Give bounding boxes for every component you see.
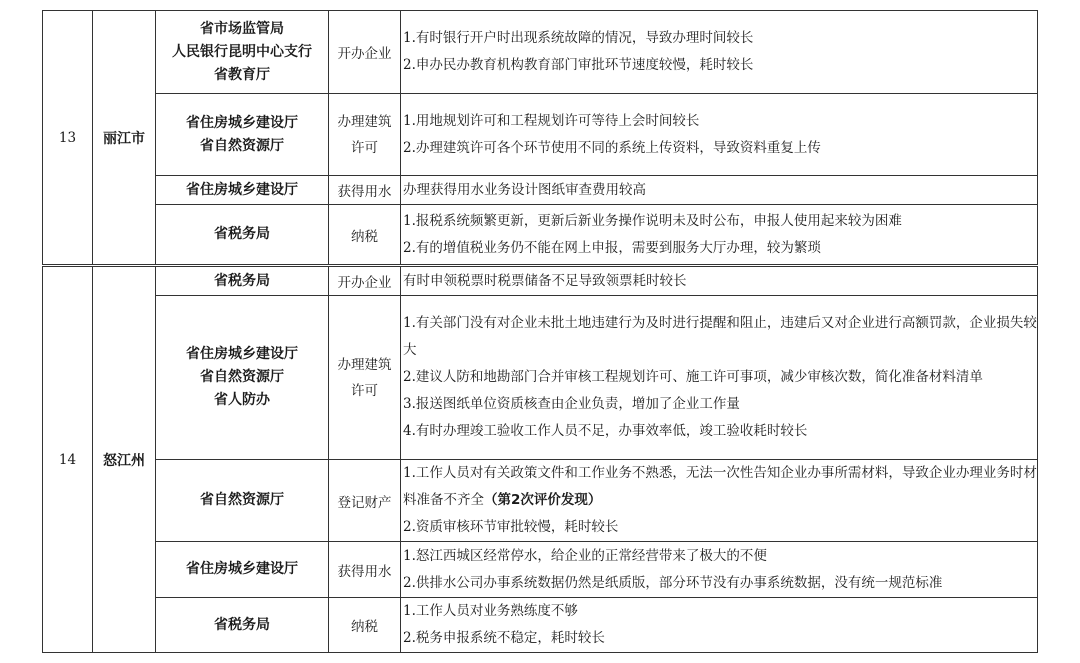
item-cell [329,176,401,205]
item-cell [329,296,401,460]
department-cell [156,205,329,266]
item-cell [329,542,401,598]
department: 人民银行昆明中心支行 [172,43,312,60]
problem-text: 1.用地规划许可和工程规划许可等待上会时间较长 [403,112,700,129]
item-cell [329,598,401,653]
problems-cell [401,11,1038,94]
problem-text: 1.工作人员对业务熟练度不够 [403,603,578,619]
problem-text: 4.有时办理竣工验收工作人员不足，办事效率低，竣工验收耗时较长 [403,423,808,439]
department-cell [156,296,329,460]
item: 纳税 [351,228,378,245]
department-cell [156,598,329,653]
problem-text: 1.有关部门没有对企业未批土地违建行为及时进行提醒和阻止，违建后又对企业进行高额罚款，企业损失较大 [403,315,1037,358]
table-row [43,11,1038,94]
problem-text: 2.资质审核环节审批较慢，耗时较长 [403,519,619,535]
item: 开办企业 [337,275,392,291]
city-name: 怒江州 [93,266,156,653]
problem-text: 2.有的增值税业务仍不能在网上申报，需要到服务大厅办理，较为繁琐 [403,239,821,256]
item: 开办企业 [337,46,392,62]
table-row [43,176,1038,205]
department: 省住房城乡建设厅 [186,561,298,577]
department: 省税务局 [214,226,270,242]
problem-text: 2.申办民办教育机构教育部门审批环节速度较慢，耗时较长 [403,57,754,73]
department-cell [156,11,329,94]
department: 省教育厅 [214,66,270,83]
department: 省税务局 [214,616,270,633]
problems-cell [401,205,1038,266]
evaluation-note: （第2次评价发现） [484,492,602,508]
item: 获得用水 [337,184,392,200]
item-cell [329,205,401,266]
department-cell [156,176,329,205]
department: 省住房城乡建设厅 [186,114,298,131]
problem-text: 1.有时银行开户时出现系统故障的情况，导致办理时间较长 [403,30,754,46]
row-number: 14 [43,266,93,653]
item: 办理建筑许可 [337,356,392,399]
table-row [43,266,1038,296]
problems-table [42,10,1038,653]
department: 省自然资源厅 [200,369,284,385]
problems-cell [401,266,1038,296]
department: 省住房城乡建设厅 [186,346,298,362]
table-row [43,205,1038,266]
problems-cell [401,176,1038,205]
problems-cell [401,460,1038,542]
problem-text: 3.报送图纸单位资质核查由企业负责，增加了企业工作量 [403,396,740,412]
item-cell [329,266,401,296]
department: 省税务局 [214,272,270,289]
problem-text: 2.税务申报系统不稳定，耗时较长 [403,630,605,646]
problem-text: 1.工作人员对有关政策文件和工作业务不熟悉，无法一次性告知企业办事所需材料，导致企业办理业务时材料准备不齐全（第2次评价发现） [403,465,1037,508]
table-row [43,94,1038,176]
item: 获得用水 [337,563,392,580]
problems-cell [401,94,1038,176]
city-name: 丽江市 [93,11,156,266]
department-cell [156,94,329,176]
table-row [43,296,1038,460]
table-row [43,598,1038,653]
problems-cell [401,598,1038,653]
problem-text: 有时申领税票时税票储备不足导致领票耗时较长 [403,272,687,289]
item-cell [329,11,401,94]
item-cell [329,460,401,542]
problem-text: 1.怒江西城区经常停水，给企业的正常经营带来了极大的不便 [403,547,767,564]
department: 省自然资源厅 [200,137,284,154]
item-cell [329,94,401,176]
row-number: 13 [43,11,93,266]
department: 省市场监管局 [200,20,284,37]
problem-text: 2.供排水公司办事系统数据仍然是纸质版，部分环节没有办事系统数据，没有统一规范标准 [403,574,943,591]
department-cell [156,460,329,542]
problems-cell [401,542,1038,598]
problem-text: 2.办理建筑许可各个环节使用不同的系统上传资料，导致资料重复上传 [403,139,821,156]
item: 纳税 [351,619,378,635]
problem-text: 1.报税系统频繁更新，更新后新业务操作说明未及时公布，申报人使用起来较为困难 [403,212,902,229]
department: 省人防办 [214,392,270,408]
problems-cell [401,296,1038,460]
department-cell [156,542,329,598]
item: 办理建筑许可 [337,113,392,156]
table-row [43,460,1038,542]
problem-text: 办理获得用水业务设计图纸审查费用较高 [403,181,646,198]
department-cell [156,266,329,296]
table-row [43,542,1038,598]
item: 登记财产 [337,494,392,511]
department: 省住房城乡建设厅 [186,181,298,198]
problem-text: 2.建议人防和地勘部门合并审核工程规划许可、施工许可事项，减少审核次数，简化准备材料清单 [403,369,983,385]
department: 省自然资源厅 [200,492,284,508]
